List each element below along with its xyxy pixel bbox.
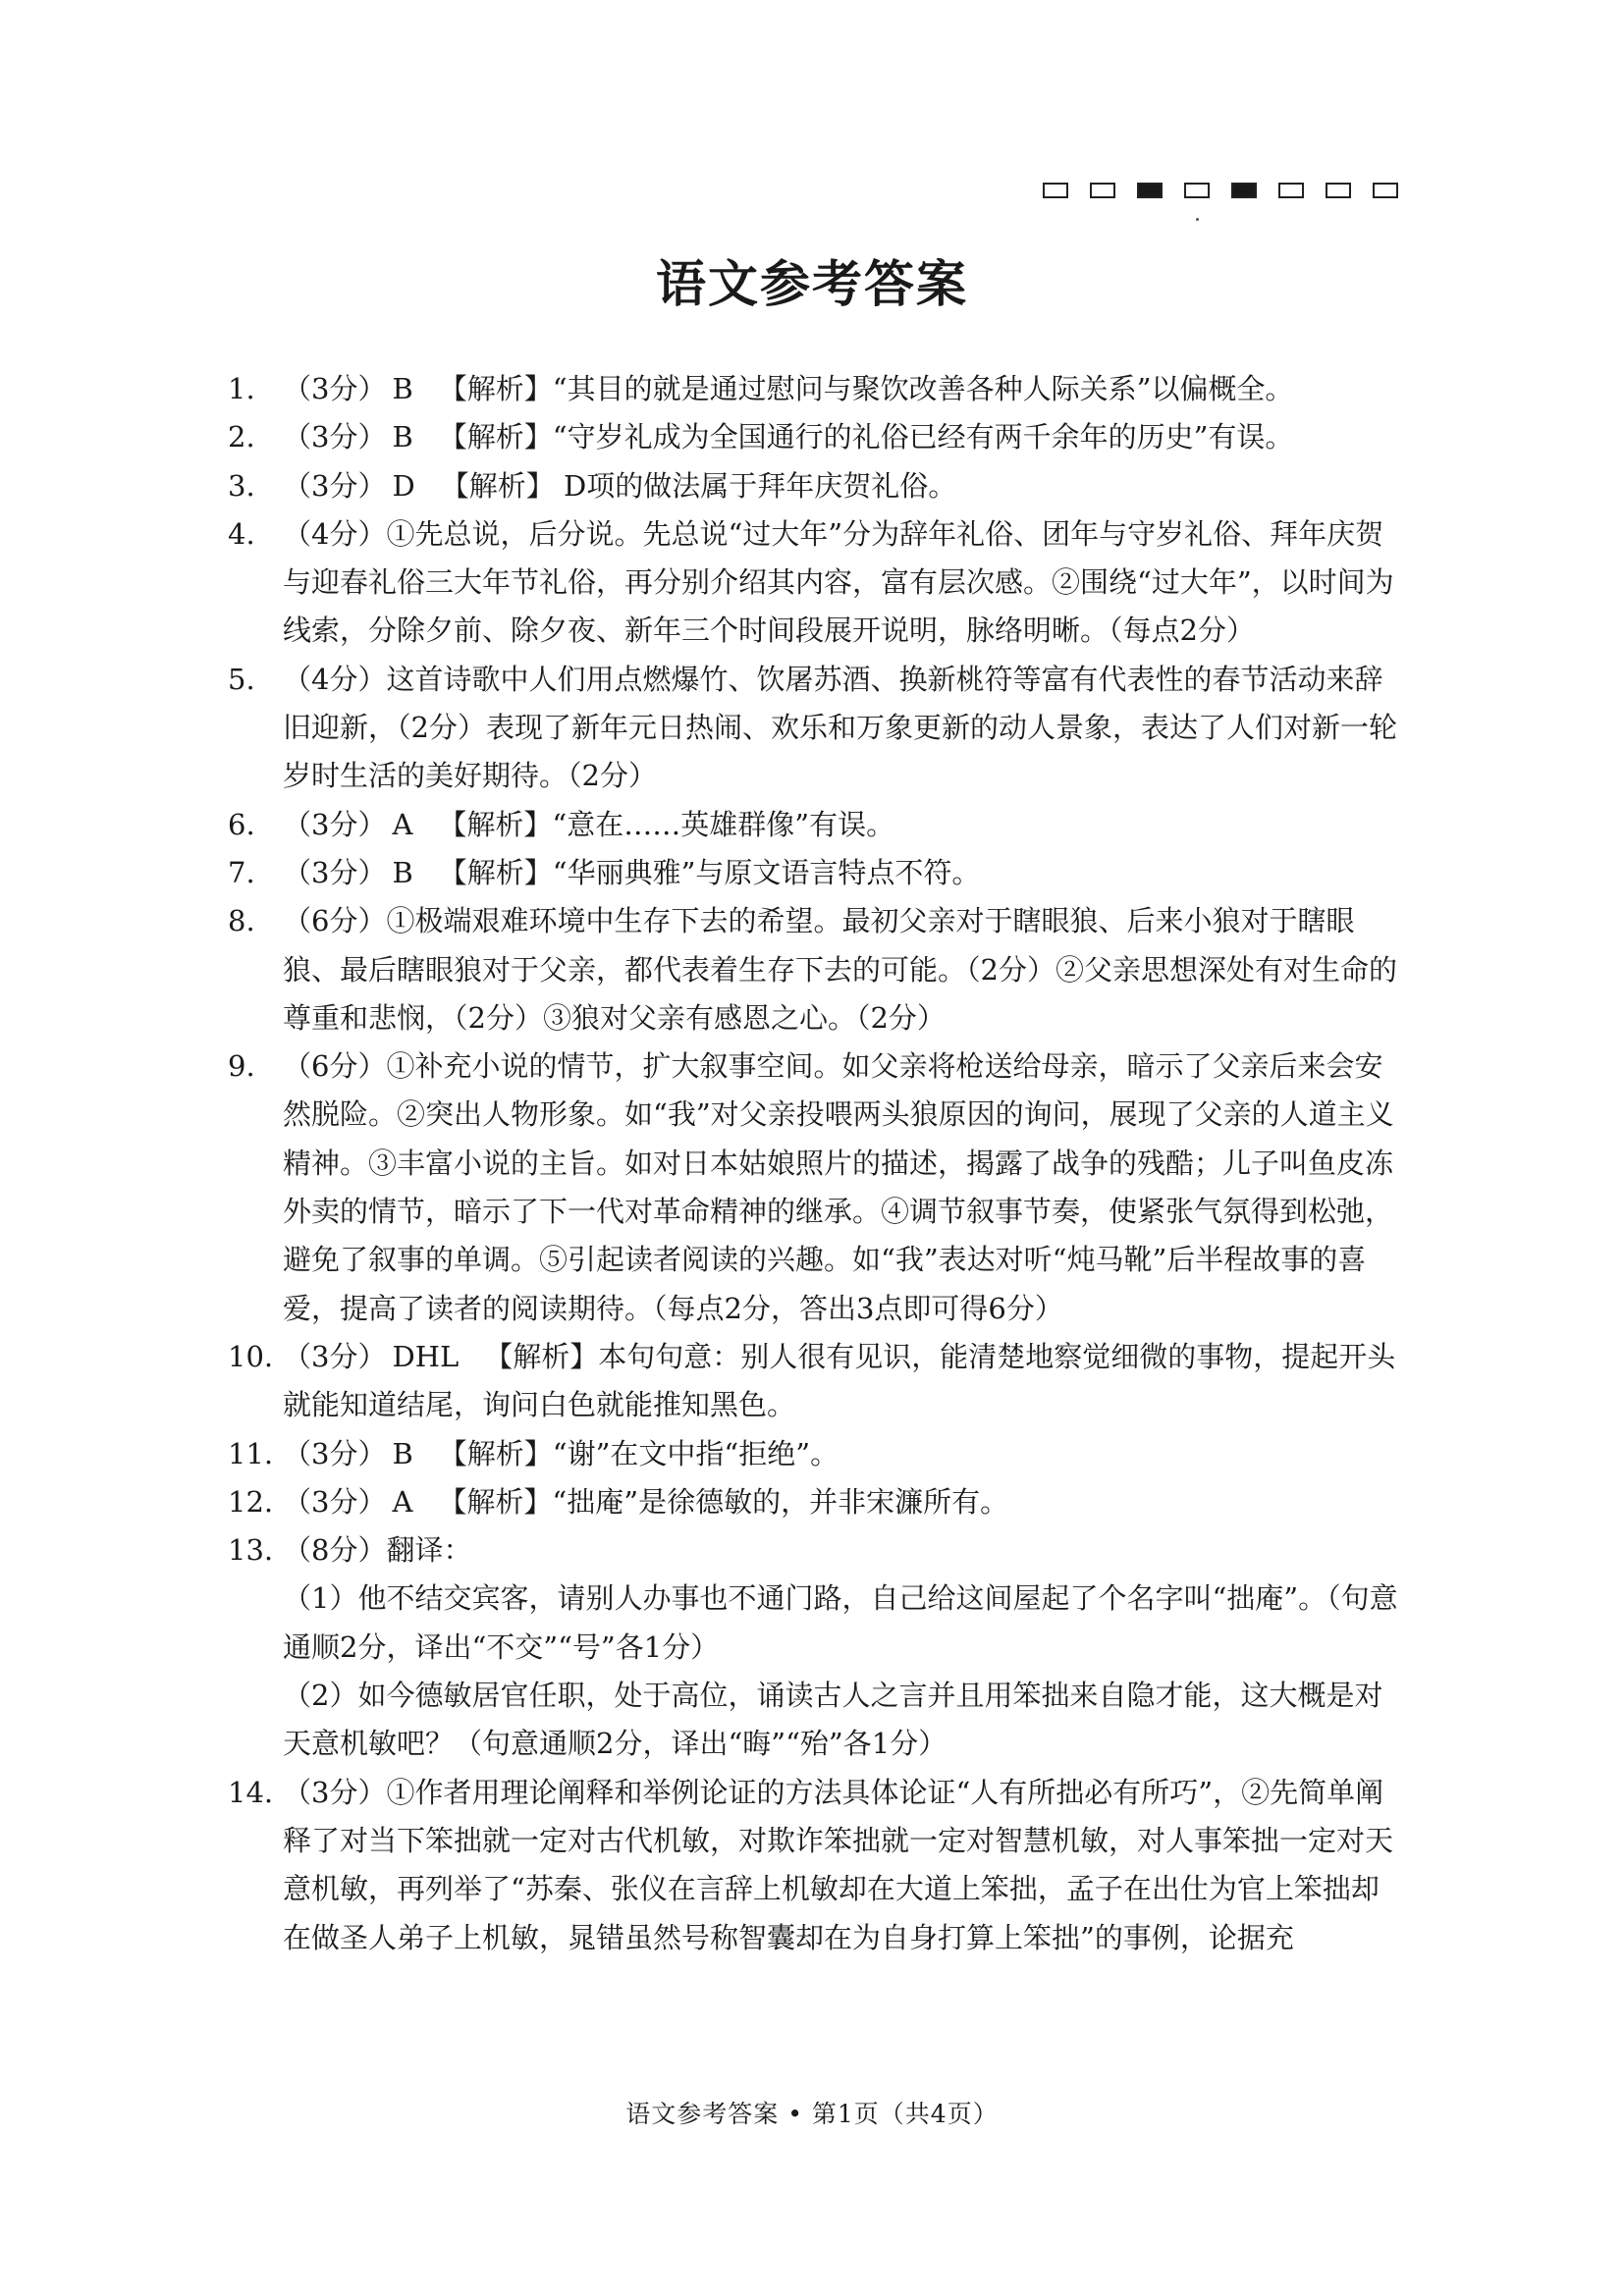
page-footer: 语文参考答案 • 第1页（共4页） [625,2100,999,2128]
item-body [283,1526,1406,1575]
item-number: 1. [228,372,255,405]
answer-item [228,462,1406,510]
answer-item [228,1769,1406,1962]
item-body [283,510,1406,656]
item-text: “华丽典雅”与原文语言特点不符。 [552,855,981,889]
answer-item [228,1333,1406,1430]
item-text: “拙庵”是徐德敏的，并非宋濂所有。 [552,1484,1009,1519]
answer-item [228,1526,1406,1575]
item-answer: B [392,372,413,405]
answer-item [228,801,1406,849]
item-body [283,1333,1406,1430]
explanation-label: 【解析】 [438,1436,553,1470]
item-body [283,1672,1406,1769]
answer-item [228,365,1406,413]
answer-item [228,1478,1406,1526]
mark-box [1278,183,1304,198]
answer-item [228,656,1406,801]
item-body [283,365,1406,413]
item-text: “谢”在文中指“拒绝”。 [552,1436,839,1470]
item-text: （8分）翻译： [283,1533,472,1568]
item-text: 本句句意：别人很有见识，能清楚地察觉细微的事物，提起开头就能知道结尾，询问白色就能推知黑色。 [283,1339,1396,1422]
answer-item [228,1042,1406,1333]
answer-item [228,510,1406,656]
explanation-label: 【解析】 [484,1339,599,1373]
item-score: （3分） [283,1484,387,1519]
item-score: （3分） [283,468,387,503]
item-answer: DHL [392,1339,460,1373]
item-score: （3分） [283,807,387,841]
mark-box [1184,183,1210,198]
item-answer: A [392,807,413,841]
mark-box [1373,183,1398,198]
explanation-label: 【解析】 [438,372,553,405]
item-body [283,849,1406,897]
answer-subitem [283,1575,1406,1672]
item-score: （3分） [283,420,387,454]
item-body [283,462,1406,510]
item-text: （4分）①先总说，后分说。先总说“过大年”分为辞年礼俗、团年与守岁礼俗、拜年庆贺与迎春礼俗三大年节礼俗，再分别介绍其内容，富有层次感。②围绕“过大年”，以时间为线索，分除夕前、除夕夜、新年三个时间段展开说明，脉络明晰。（每点2分） [283,516,1394,648]
item-text: D项的做法属于拜年庆贺礼俗。 [554,468,957,503]
answer-item [228,413,1406,461]
item-number: 6. [228,807,255,841]
answer-sheet-marks [1043,183,1398,198]
item-text: “意在……英雄群像”有误。 [552,807,895,841]
item-body [283,1478,1406,1526]
item-number: 7. [228,855,255,889]
answer-subitem [283,1672,1406,1769]
item-answer: B [392,420,413,454]
item-number: 11. [228,1436,274,1470]
item-text: （6分）①补充小说的情节，扩大叙事空间。如父亲将枪送给母亲，暗示了父亲后来会安然脱险。②突出人物形象。如“我”对父亲投喂两头狼原因的询问，展现了父亲的人道主义精神。③丰富小说的主旨。如对日本姑娘照片的描述，揭露了战争的残酷；儿子叫鱼皮冻外卖的情节，暗示了下一代对革命精神的继承。④调节叙事节奏，使紧张气氛得到松弛，避免了叙事的单调。⑤引起读者阅读的兴趣。如“我”表达对听“炖马靴”后半程故事的喜爱，提高了读者的阅读期待。（每点2分，答出3点即可得6分） [283,1049,1394,1325]
explanation-label: 【解析】 [438,420,553,454]
item-body [283,1769,1406,1962]
item-number: 4. [228,516,255,551]
item-number: 5. [228,662,255,696]
scan-dot [1196,218,1199,221]
item-body [283,1042,1406,1333]
item-answer: B [392,855,413,889]
mark-box-filled [1137,183,1163,198]
item-number: 13. [228,1533,274,1568]
mark-box [1043,183,1068,198]
item-text: （2）如今德敏居官任职，处于高位，诵读古人之言并且用笨拙来自隐才能，这大概是对天意机敏吧？（句意通顺2分，译出“晦”“殆”各1分） [283,1679,1383,1761]
item-body [283,1430,1406,1478]
item-score: （3分） [283,1436,387,1470]
mark-box [1326,183,1351,198]
item-text: （4分）这首诗歌中人们用点燃爆竹、饮屠苏酒、换新桃符等富有代表性的春节活动来辞旧迎新，（2分）表现了新年元日热闹、欢乐和万象更新的动人景象，表达了人们对新一轮岁时生活的美好期待。（2分） [283,662,1397,793]
item-number: 10. [228,1339,274,1373]
item-answer: B [392,1436,413,1470]
answer-list [228,365,1406,1962]
item-body [283,897,1406,1042]
answer-item [228,1430,1406,1478]
item-number: 14. [228,1775,274,1809]
item-number: 2. [228,420,255,454]
explanation-label: 【解析】 [438,1484,553,1519]
item-number: 12. [228,1484,274,1519]
item-text: （6分）①极端艰难环境中生存下去的希望。最初父亲对于瞎眼狼、后来小狼对于瞎眼狼、最后瞎眼狼对于父亲，都代表着生存下去的可能。（2分）②父亲思想深处有对生命的尊重和悲悯，（2分）③狼对父亲有感恩之心。（2分） [283,904,1397,1035]
item-text: （1）他不结交宾客，请别人办事也不通门路，自己给这间屋起了个名字叫“拙庵”。（句意通顺2分，译出“不交”“号”各1分） [283,1581,1398,1664]
mark-box-filled [1231,183,1257,198]
item-text: （3分）①作者用理论阐释和举例论证的方法具体论证“人有所拙必有所巧”，②先简单阐释了对当下笨拙就一定对古代机敏，对欺诈笨拙就一定对智慧机敏，对人事笨拙一定对天意机敏，再列举了“苏秦、张仪在言辞上机敏却在大道上笨拙，孟子在出仕为官上笨拙却在做圣人弟子上机敏，晁错虽然号称智囊却在为自身打算上笨拙”的事例，论据充 [283,1775,1394,1954]
item-body [283,1575,1406,1672]
item-body [283,801,1406,849]
answer-item [228,897,1406,1042]
item-number: 8. [228,904,255,938]
item-score: （3分） [283,1339,387,1373]
explanation-label: 【解析】 [438,855,553,889]
item-score: （3分） [283,855,387,889]
item-number: 3. [228,468,255,503]
item-text: “守岁礼成为全国通行的礼俗已经有两千余年的历史”有误。 [552,420,1294,454]
item-text: “其目的就是通过慰问与聚饮改善各种人际关系”以偏概全。 [552,372,1294,405]
page-title: 语文参考答案 [655,255,968,314]
item-answer: A [392,1484,413,1519]
item-score: （3分） [283,372,387,405]
explanation-label: 【解析】 [438,807,553,841]
item-body [283,413,1406,461]
item-answer: D [392,468,415,503]
item-number: 9. [228,1049,255,1084]
answer-item [228,849,1406,897]
item-body [283,656,1406,801]
mark-box [1090,183,1115,198]
explanation-label: 【解析】 [440,468,555,503]
